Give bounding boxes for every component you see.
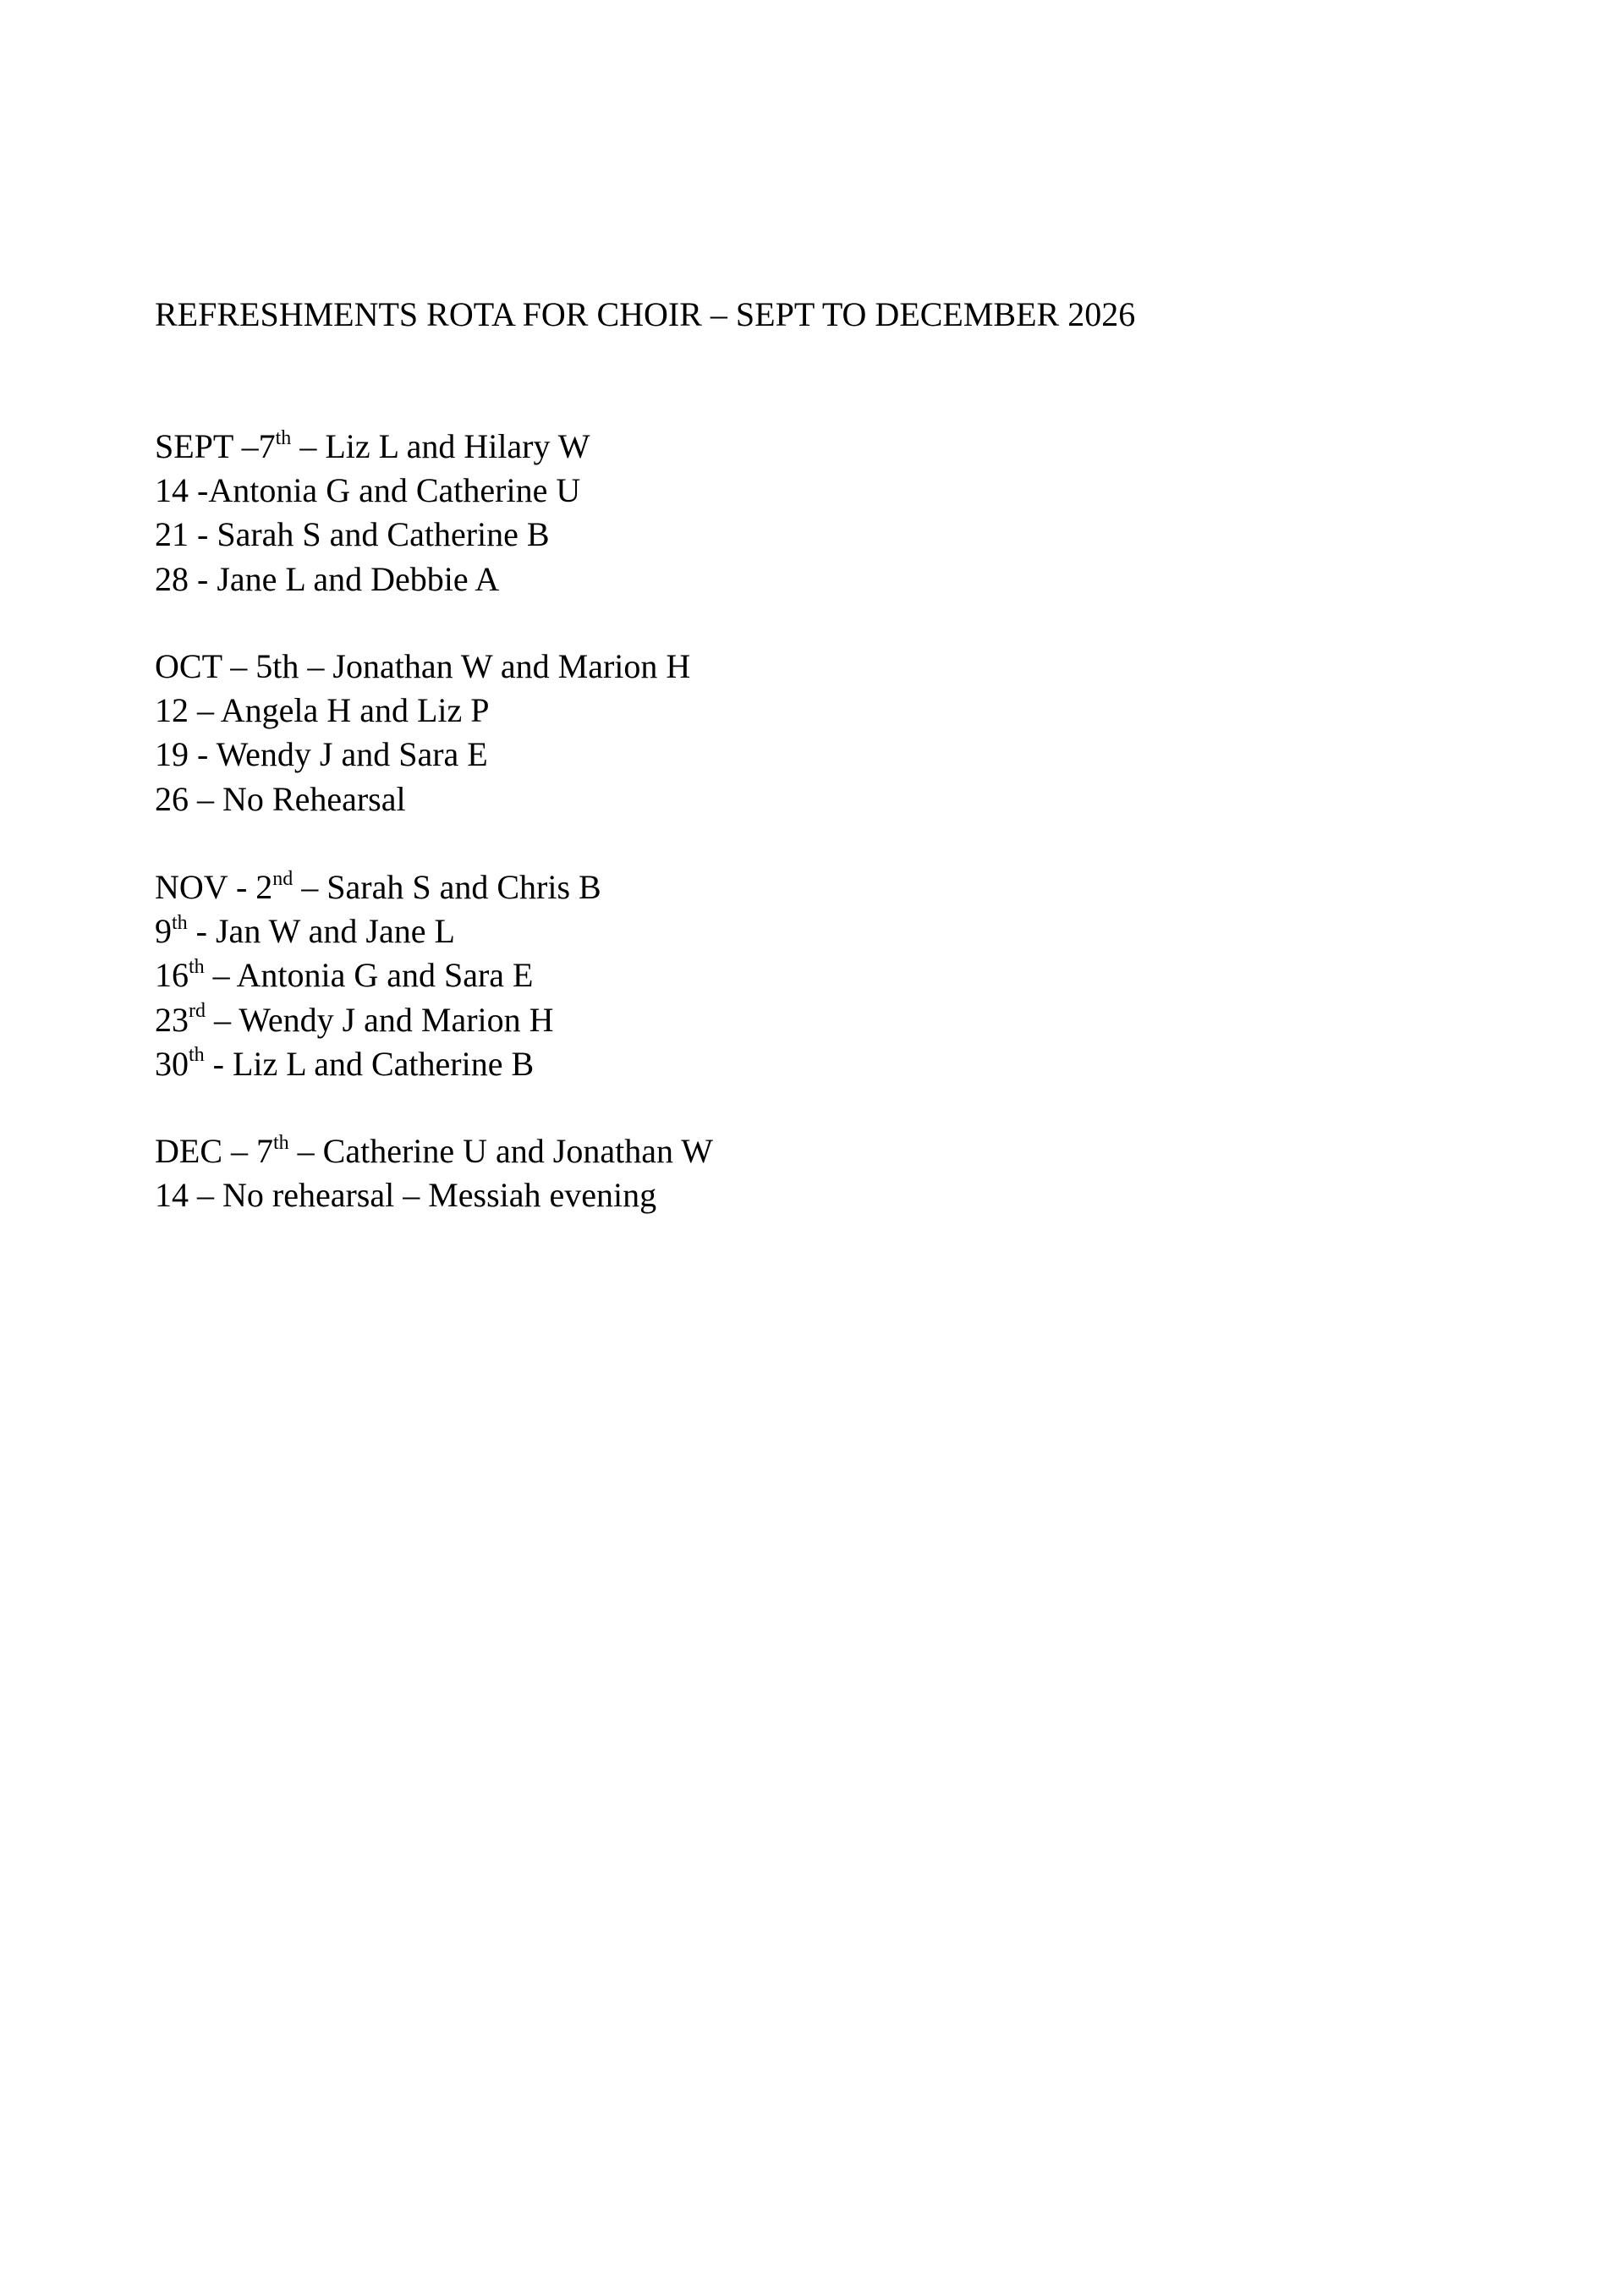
section-september bbox=[155, 425, 590, 601]
section-november bbox=[155, 865, 601, 1086]
section-october bbox=[155, 645, 690, 821]
rota-line: NOV - 2nd – Sarah S and Chris B bbox=[155, 867, 601, 906]
rota-line: 23rd – Wendy J and Marion H bbox=[155, 1000, 554, 1039]
rota-line: DEC – 7th – Catherine U and Jonathan W bbox=[155, 1131, 714, 1170]
rota-line: 19 - Wendy J and Sara E bbox=[155, 735, 488, 774]
rota-line: 9th - Jan W and Jane L bbox=[155, 911, 455, 951]
rota-line: 12 – Angela H and Liz P bbox=[155, 691, 490, 730]
rota-line: OCT – 5th – Jonathan W and Marion H bbox=[155, 647, 691, 685]
section-december bbox=[155, 1129, 713, 1217]
rota-line: 21 - Sarah S and Catherine B bbox=[155, 515, 550, 554]
rota-line: SEPT –7th – Liz L and Hilary W bbox=[155, 426, 590, 465]
document-title: REFRESHMENTS ROTA FOR CHOIR – SEPT TO DECEMBER 2026 bbox=[155, 295, 1136, 333]
rota-line: 14 – No rehearsal – Messiah evening bbox=[155, 1176, 657, 1215]
rota-line: 30th - Liz L and Catherine B bbox=[155, 1044, 535, 1083]
rota-line: 14 -Antonia G and Catherine U bbox=[155, 471, 581, 510]
rota-line: 26 – No Rehearsal bbox=[155, 779, 406, 818]
rota-line: 28 - Jane L and Debbie A bbox=[155, 559, 500, 598]
rota-line: 16th – Antonia G and Sara E bbox=[155, 956, 534, 995]
